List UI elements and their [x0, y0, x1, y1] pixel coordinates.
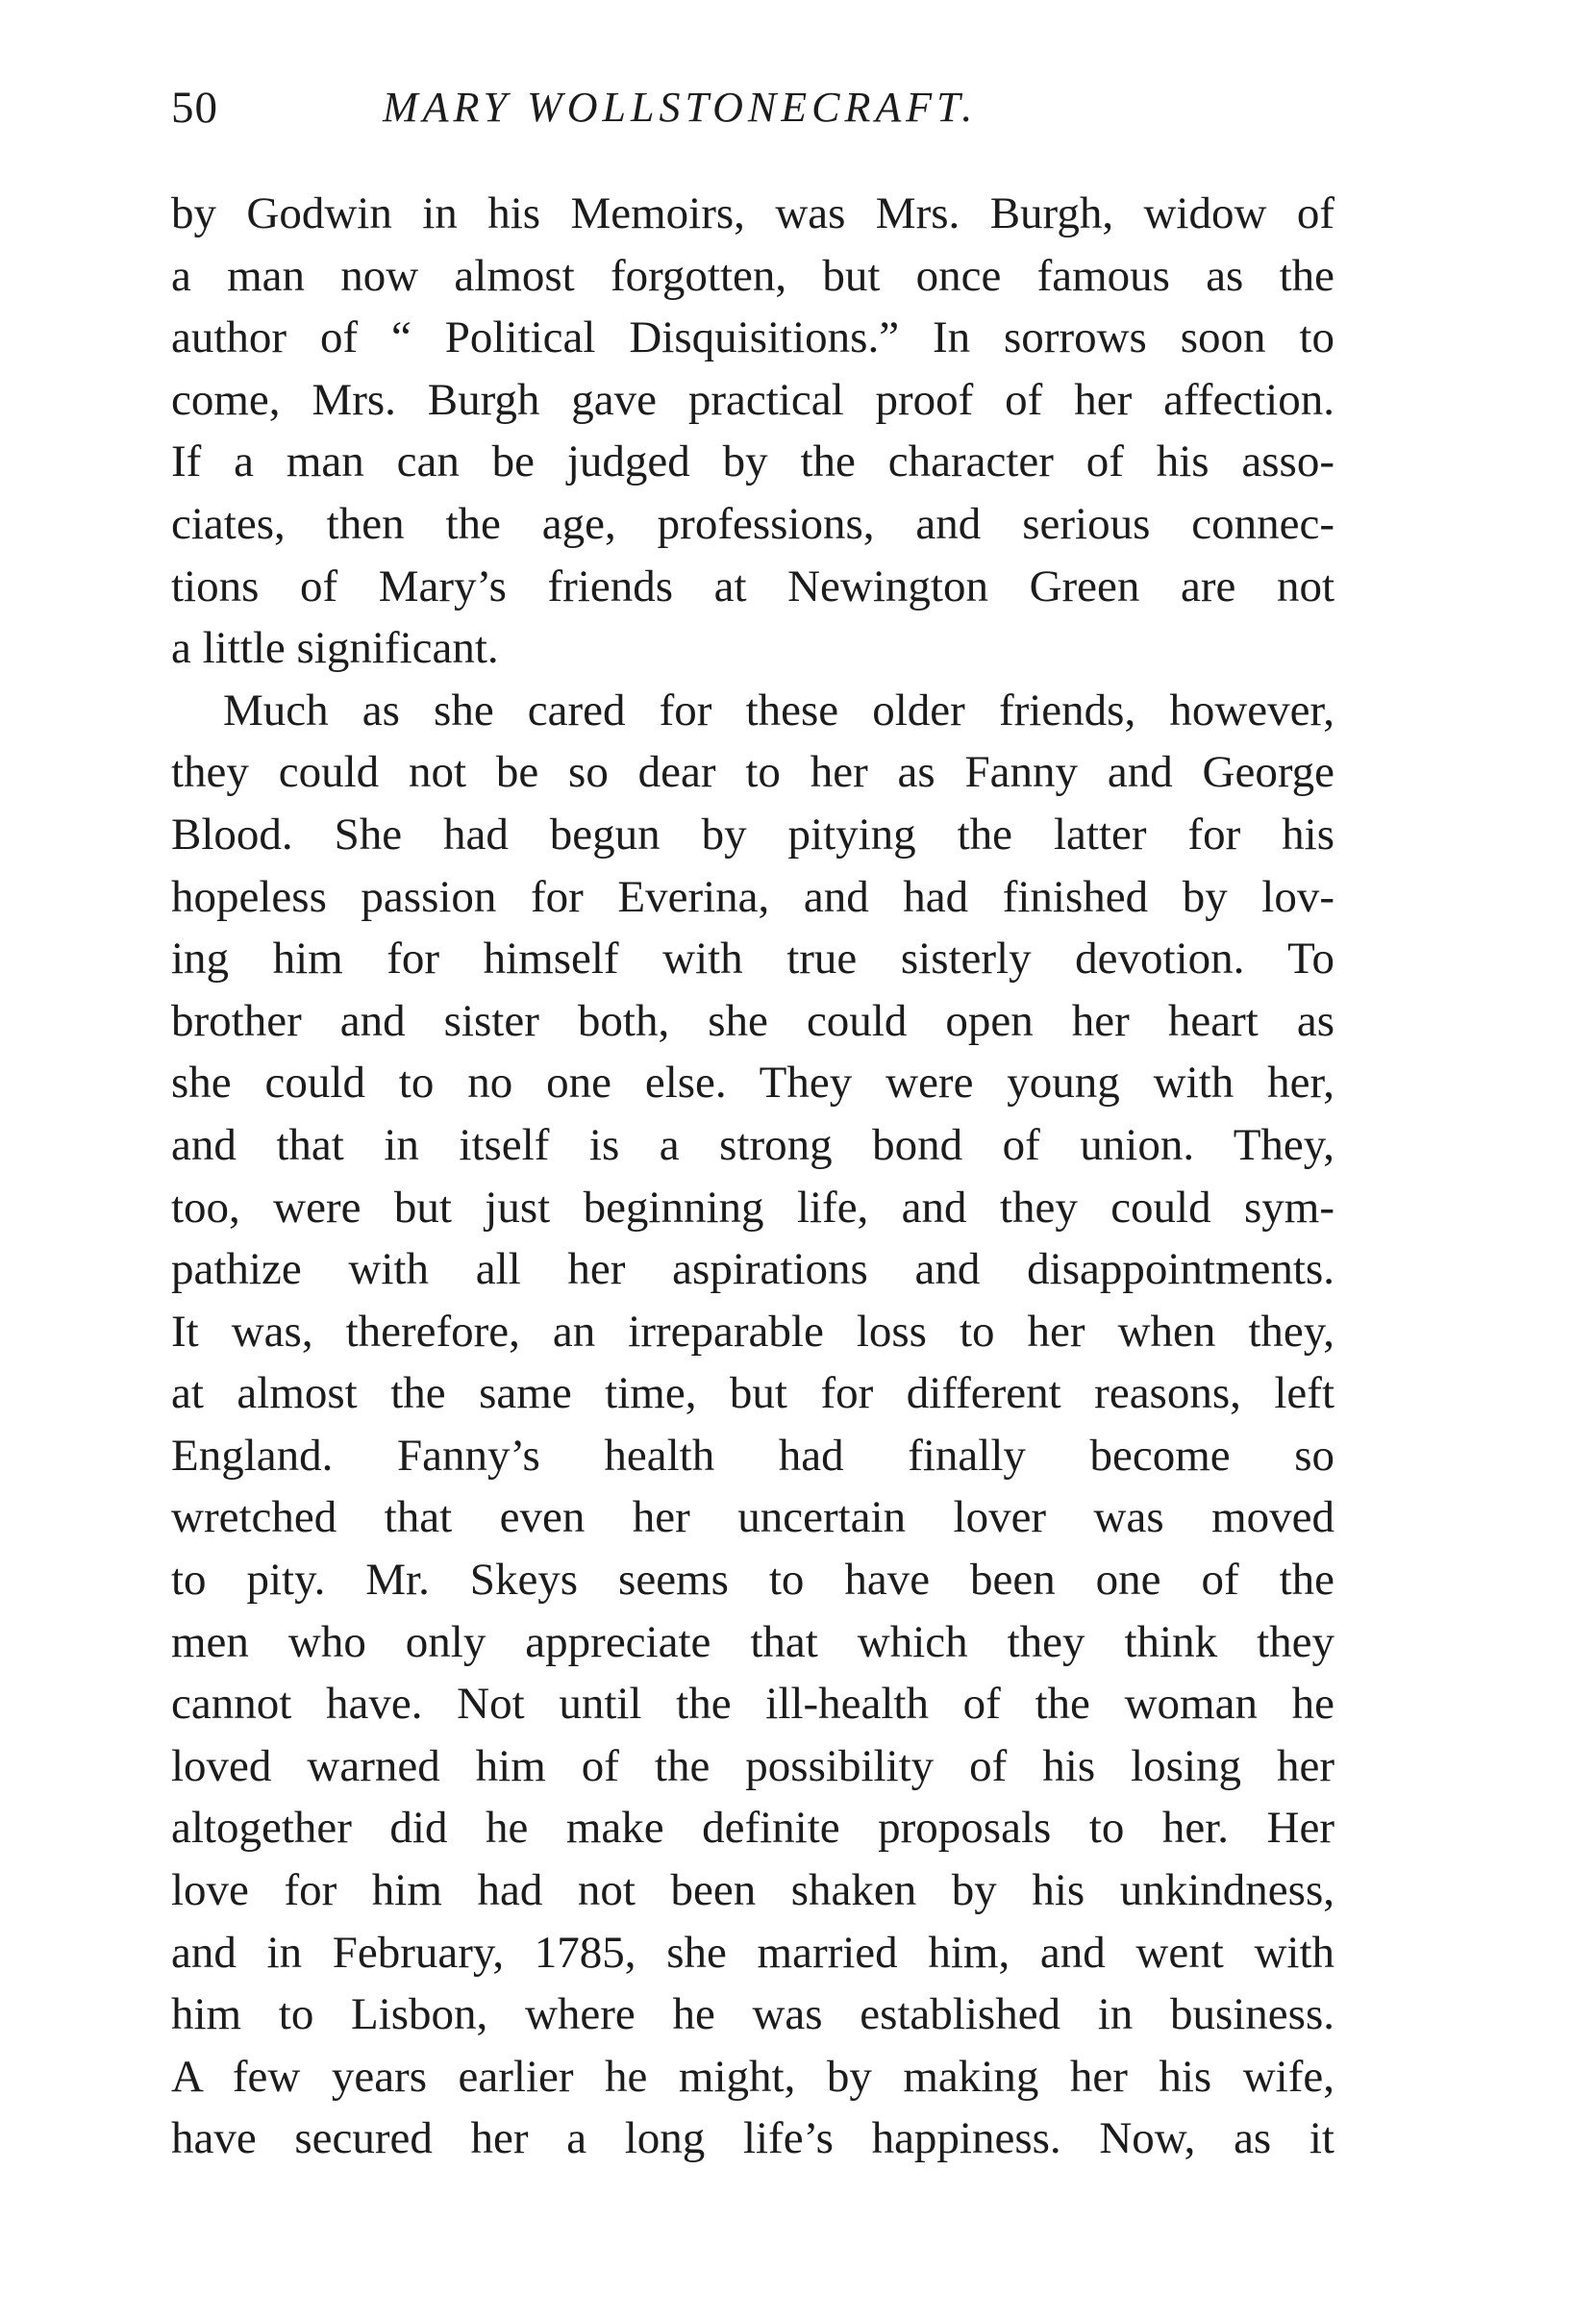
text-line: him to Lisbon, where he was established in business.: [171, 1989, 1334, 2040]
text-line: author of “ Political Disquisitions.” In sorrows soon to: [171, 312, 1334, 363]
text-line: cannot have. Not until the ill-health of the woman he: [171, 1679, 1334, 1730]
text-line: and that in itself is a strong bond of union. They,: [171, 1119, 1334, 1170]
running-head: [171, 69, 1334, 146]
running-title: MARY WOLLSTONECRAFT.: [383, 84, 978, 131]
text-line: have secured her a long life’s happiness. Now, as it: [171, 2113, 1334, 2164]
text-line: love for him had not been shaken by his unkindness,: [171, 1865, 1334, 1916]
text-line: they could not be so dear to her as Fanny and George: [171, 747, 1334, 798]
text-line: hopeless passion for Everina, and had finished by lov-: [171, 871, 1334, 922]
text-line: men who only appreciate that which they think they: [171, 1616, 1334, 1667]
paragraph-1: [171, 183, 1334, 680]
paragraph-2: [171, 680, 1334, 2170]
text-line: Much as she cared for these older friends, however,: [223, 685, 1334, 736]
text-line: altogether did he make definite proposals to her. Her: [171, 1803, 1334, 1854]
body-text: [171, 183, 1334, 2170]
text-line: brother and sister both, she could open her heart as: [171, 995, 1334, 1046]
page-number: 50: [171, 83, 218, 133]
text-line: too, were but just beginning life, and they could sym-: [171, 1182, 1334, 1233]
text-line: and in February, 1785, she married him, and went with: [171, 1927, 1334, 1978]
text-line: to pity. Mr. Skeys seems to have been one of the: [171, 1555, 1334, 1606]
text-line: If a man can be judged by the character of his asso-: [171, 437, 1334, 487]
text-line: A few years earlier he might, by making her his wife,: [171, 2051, 1334, 2102]
text-line: Blood. She had begun by pitying the latter for his: [171, 809, 1334, 860]
text-line: loved warned him of the possibility of his losing her: [171, 1740, 1334, 1791]
text-line: she could to no one else. They were young with her,: [171, 1058, 1334, 1109]
text-line: ciates, then the age, professions, and serious connec-: [171, 498, 1334, 549]
text-line: England. Fanny’s health had finally become so: [171, 1430, 1334, 1481]
text-line: a little significant.: [171, 623, 499, 674]
text-line: at almost the same time, but for different reasons, left: [171, 1368, 1334, 1419]
text-line: by Godwin in his Memoirs, was Mrs. Burgh, widow of: [171, 188, 1334, 238]
text-line: tions of Mary’s friends at Newington Green are not: [171, 561, 1334, 611]
text-line: come, Mrs. Burgh gave practical proof of her affection.: [171, 374, 1334, 425]
text-line: ing him for himself with true sisterly devotion. To: [171, 934, 1334, 985]
text-line: pathize with all her aspirations and disappointments.: [171, 1244, 1334, 1295]
text-line: wretched that even her uncertain lover was moved: [171, 1492, 1334, 1543]
text-line: a man now almost forgotten, but once famous as the: [171, 250, 1334, 301]
text-line: It was, therefore, an irreparable loss to her when they,: [171, 1306, 1334, 1357]
